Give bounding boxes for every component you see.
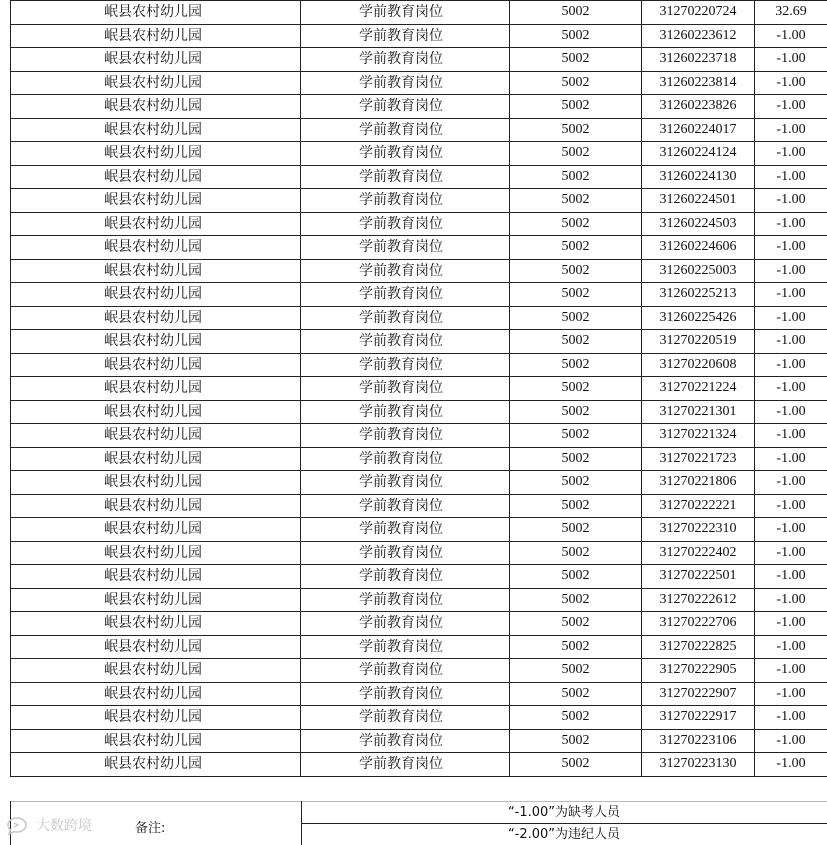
cell-unit: 岷县农村幼儿园 — [11, 729, 301, 753]
table-row — [11, 95, 827, 119]
table-row — [11, 471, 827, 495]
cell-post-code: 5002 — [510, 471, 642, 495]
cell-ticket-number: 31270221301 — [642, 400, 755, 424]
cell-post-code: 5002 — [510, 612, 642, 636]
table-row — [11, 1, 827, 25]
cell-post: 学前教育岗位 — [301, 447, 510, 471]
cell-post: 学前教育岗位 — [301, 612, 510, 636]
watermark — [4, 814, 92, 836]
cell-post: 学前教育岗位 — [301, 189, 510, 213]
cell-score: -1.00 — [755, 400, 827, 424]
cell-ticket-number: 31260223814 — [642, 71, 755, 95]
table-row — [11, 682, 827, 706]
cell-unit: 岷县农村幼儿园 — [11, 471, 301, 495]
cell-unit: 岷县农村幼儿园 — [11, 142, 301, 166]
cell-post: 学前教育岗位 — [301, 635, 510, 659]
cell-unit: 岷县农村幼儿园 — [11, 753, 301, 777]
cell-ticket-number: 31260224130 — [642, 165, 755, 189]
cell-post: 学前教育岗位 — [301, 259, 510, 283]
cell-score: -1.00 — [755, 353, 827, 377]
cell-post: 学前教育岗位 — [301, 24, 510, 48]
cell-ticket-number: 31270222825 — [642, 635, 755, 659]
chat-bubble-logo-icon — [4, 814, 32, 836]
cell-ticket-number: 31270222917 — [642, 706, 755, 730]
cell-post-code: 5002 — [510, 48, 642, 72]
cell-ticket-number: 31270222706 — [642, 612, 755, 636]
cell-ticket-number: 31270222612 — [642, 588, 755, 612]
cell-post-code: 5002 — [510, 706, 642, 730]
table-row — [11, 24, 827, 48]
cell-post: 学前教育岗位 — [301, 753, 510, 777]
cell-post: 学前教育岗位 — [301, 400, 510, 424]
cell-ticket-number: 31260224606 — [642, 236, 755, 260]
score-sheet — [10, 0, 827, 777]
cell-unit: 岷县农村幼儿园 — [11, 71, 301, 95]
cell-score: -1.00 — [755, 71, 827, 95]
cell-unit: 岷县农村幼儿园 — [11, 612, 301, 636]
cell-unit: 岷县农村幼儿园 — [11, 706, 301, 730]
table-row — [11, 71, 827, 95]
cell-post-code: 5002 — [510, 377, 642, 401]
cell-ticket-number: 31260225003 — [642, 259, 755, 283]
table-row — [11, 635, 827, 659]
cell-unit: 岷县农村幼儿园 — [11, 682, 301, 706]
cell-post-code: 5002 — [510, 494, 642, 518]
cell-unit: 岷县农村幼儿园 — [11, 565, 301, 589]
cell-unit: 岷县农村幼儿园 — [11, 447, 301, 471]
cell-unit: 岷县农村幼儿园 — [11, 283, 301, 307]
cell-score: -1.00 — [755, 753, 827, 777]
cell-post-code: 5002 — [510, 24, 642, 48]
cell-ticket-number: 31270221723 — [642, 447, 755, 471]
score-table — [10, 0, 827, 777]
cell-post: 学前教育岗位 — [301, 283, 510, 307]
cell-post: 学前教育岗位 — [301, 377, 510, 401]
cell-ticket-number: 31270223106 — [642, 729, 755, 753]
cell-score: -1.00 — [755, 729, 827, 753]
table-row — [11, 212, 827, 236]
cell-ticket-number: 31260224017 — [642, 118, 755, 142]
note-violation: “-2.00”为违纪人员 — [507, 827, 621, 842]
cell-post-code: 5002 — [510, 588, 642, 612]
table-row — [11, 729, 827, 753]
cell-ticket-number: 31260225426 — [642, 306, 755, 330]
cell-post-code: 5002 — [510, 71, 642, 95]
cell-unit: 岷县农村幼儿园 — [11, 259, 301, 283]
cell-post-code: 5002 — [510, 330, 642, 354]
cell-post-code: 5002 — [510, 682, 642, 706]
cell-score: -1.00 — [755, 518, 827, 542]
cell-score: -1.00 — [755, 142, 827, 166]
table-row — [11, 306, 827, 330]
cell-ticket-number: 31270222501 — [642, 565, 755, 589]
cell-unit: 岷县农村幼儿园 — [11, 588, 301, 612]
cell-post: 学前教育岗位 — [301, 682, 510, 706]
cell-score: -1.00 — [755, 377, 827, 401]
table-row — [11, 659, 827, 683]
cell-post: 学前教育岗位 — [301, 424, 510, 448]
cell-unit: 岷县农村幼儿园 — [11, 165, 301, 189]
cell-unit: 岷县农村幼儿园 — [11, 353, 301, 377]
cell-ticket-number: 31260225213 — [642, 283, 755, 307]
cell-post-code: 5002 — [510, 1, 642, 25]
cell-post-code: 5002 — [510, 118, 642, 142]
cell-ticket-number: 31260223826 — [642, 95, 755, 119]
table-row — [11, 588, 827, 612]
cell-post: 学前教育岗位 — [301, 142, 510, 166]
cell-ticket-number: 31270222221 — [642, 494, 755, 518]
cell-post: 学前教育岗位 — [301, 588, 510, 612]
cell-post-code: 5002 — [510, 400, 642, 424]
cell-score: -1.00 — [755, 24, 827, 48]
cell-post-code: 5002 — [510, 353, 642, 377]
table-row — [11, 353, 827, 377]
table-row — [11, 494, 827, 518]
cell-unit: 岷县农村幼儿园 — [11, 306, 301, 330]
cell-post: 学前教育岗位 — [301, 494, 510, 518]
cell-unit: 岷县农村幼儿园 — [11, 659, 301, 683]
table-row — [11, 447, 827, 471]
cell-post: 学前教育岗位 — [301, 471, 510, 495]
cell-unit: 岷县农村幼儿园 — [11, 212, 301, 236]
cell-post: 学前教育岗位 — [301, 729, 510, 753]
cell-score: -1.00 — [755, 259, 827, 283]
cell-score: -1.00 — [755, 212, 827, 236]
cell-score: -1.00 — [755, 48, 827, 72]
cell-score: -1.00 — [755, 306, 827, 330]
cell-ticket-number: 31270221224 — [642, 377, 755, 401]
cell-ticket-number: 31270222310 — [642, 518, 755, 542]
table-row — [11, 118, 827, 142]
cell-ticket-number: 31270222402 — [642, 541, 755, 565]
cell-post: 学前教育岗位 — [301, 353, 510, 377]
cell-post: 学前教育岗位 — [301, 541, 510, 565]
table-row — [11, 612, 827, 636]
cell-ticket-number: 31260224503 — [642, 212, 755, 236]
table-row — [11, 259, 827, 283]
cell-ticket-number: 31270221324 — [642, 424, 755, 448]
watermark-text: 大数跨境 — [36, 818, 92, 834]
cell-ticket-number: 31270220608 — [642, 353, 755, 377]
cell-score: -1.00 — [755, 682, 827, 706]
cell-score: -1.00 — [755, 612, 827, 636]
cell-post-code: 5002 — [510, 659, 642, 683]
cell-score: -1.00 — [755, 95, 827, 119]
cell-post: 学前教育岗位 — [301, 212, 510, 236]
cell-post-code: 5002 — [510, 565, 642, 589]
blank-row — [10, 781, 827, 802]
cell-post-code: 5002 — [510, 635, 642, 659]
cell-score: 32.69 — [755, 1, 827, 25]
cell-post-code: 5002 — [510, 518, 642, 542]
cell-unit: 岷县农村幼儿园 — [11, 48, 301, 72]
cell-post-code: 5002 — [510, 259, 642, 283]
cell-unit: 岷县农村幼儿园 — [11, 189, 301, 213]
cell-post: 学前教育岗位 — [301, 306, 510, 330]
table-row — [11, 541, 827, 565]
table-row — [11, 424, 827, 448]
cell-unit: 岷县农村幼儿园 — [11, 424, 301, 448]
cell-post-code: 5002 — [510, 753, 642, 777]
cell-unit: 岷县农村幼儿园 — [11, 400, 301, 424]
cell-score: -1.00 — [755, 706, 827, 730]
cell-unit: 岷县农村幼儿园 — [11, 330, 301, 354]
table-row — [11, 165, 827, 189]
cell-post-code: 5002 — [510, 541, 642, 565]
cell-score: -1.00 — [755, 565, 827, 589]
cell-post-code: 5002 — [510, 306, 642, 330]
cell-score: -1.00 — [755, 635, 827, 659]
cell-post: 学前教育岗位 — [301, 95, 510, 119]
cell-ticket-number: 31260223612 — [642, 24, 755, 48]
cell-post: 学前教育岗位 — [301, 118, 510, 142]
cell-ticket-number: 31270221806 — [642, 471, 755, 495]
cell-score: -1.00 — [755, 541, 827, 565]
cell-post-code: 5002 — [510, 165, 642, 189]
cell-score: -1.00 — [755, 424, 827, 448]
cell-post-code: 5002 — [510, 283, 642, 307]
cell-score: -1.00 — [755, 588, 827, 612]
cell-ticket-number: 31270220519 — [642, 330, 755, 354]
cell-score: -1.00 — [755, 330, 827, 354]
cell-post: 学前教育岗位 — [301, 236, 510, 260]
cell-score: -1.00 — [755, 189, 827, 213]
cell-post-code: 5002 — [510, 424, 642, 448]
cell-post-code: 5002 — [510, 236, 642, 260]
table-row — [11, 142, 827, 166]
cell-ticket-number: 31260224124 — [642, 142, 755, 166]
cell-ticket-number: 31260224501 — [642, 189, 755, 213]
cell-post: 学前教育岗位 — [301, 48, 510, 72]
cell-unit: 岷县农村幼儿园 — [11, 377, 301, 401]
cell-unit: 岷县农村幼儿园 — [11, 1, 301, 25]
cell-post: 学前教育岗位 — [301, 659, 510, 683]
cell-score: -1.00 — [755, 283, 827, 307]
cell-post: 学前教育岗位 — [301, 330, 510, 354]
table-row — [11, 189, 827, 213]
cell-unit: 岷县农村幼儿园 — [11, 541, 301, 565]
notes-label: 备注: — [135, 821, 166, 836]
cell-post: 学前教育岗位 — [301, 165, 510, 189]
table-row — [11, 330, 827, 354]
cell-unit: 岷县农村幼儿园 — [11, 95, 301, 119]
cell-ticket-number: 31270222907 — [642, 682, 755, 706]
cell-post: 学前教育岗位 — [301, 518, 510, 542]
cell-ticket-number: 31270222905 — [642, 659, 755, 683]
cell-score: -1.00 — [755, 659, 827, 683]
table-row — [11, 565, 827, 589]
table-row — [11, 236, 827, 260]
cell-unit: 岷县农村幼儿园 — [11, 518, 301, 542]
cell-score: -1.00 — [755, 471, 827, 495]
cell-unit: 岷县农村幼儿园 — [11, 635, 301, 659]
table-row — [11, 283, 827, 307]
table-row — [11, 518, 827, 542]
score-table-body — [11, 1, 827, 777]
cell-score: -1.00 — [755, 447, 827, 471]
cell-unit: 岷县农村幼儿园 — [11, 118, 301, 142]
cell-post-code: 5002 — [510, 447, 642, 471]
cell-score: -1.00 — [755, 118, 827, 142]
note-absent: “-1.00”为缺考人员 — [301, 802, 827, 824]
table-row — [11, 753, 827, 777]
cell-score: -1.00 — [755, 236, 827, 260]
cell-score: -1.00 — [755, 165, 827, 189]
cell-post-code: 5002 — [510, 189, 642, 213]
cell-post-code: 5002 — [510, 95, 642, 119]
cell-unit: 岷县农村幼儿园 — [11, 24, 301, 48]
cell-post-code: 5002 — [510, 212, 642, 236]
table-row — [11, 377, 827, 401]
notes-section — [10, 801, 827, 845]
cell-post-code: 5002 — [510, 142, 642, 166]
cell-post: 学前教育岗位 — [301, 565, 510, 589]
cell-ticket-number: 31270223130 — [642, 753, 755, 777]
cell-unit: 岷县农村幼儿园 — [11, 494, 301, 518]
cell-ticket-number: 31270220724 — [642, 1, 755, 25]
table-row — [11, 706, 827, 730]
cell-post-code: 5002 — [510, 729, 642, 753]
cell-score: -1.00 — [755, 494, 827, 518]
table-row — [11, 48, 827, 72]
cell-unit: 岷县农村幼儿园 — [11, 236, 301, 260]
cell-post: 学前教育岗位 — [301, 71, 510, 95]
cell-post: 学前教育岗位 — [301, 706, 510, 730]
table-row — [11, 400, 827, 424]
cell-post: 学前教育岗位 — [301, 1, 510, 25]
cell-ticket-number: 31260223718 — [642, 48, 755, 72]
